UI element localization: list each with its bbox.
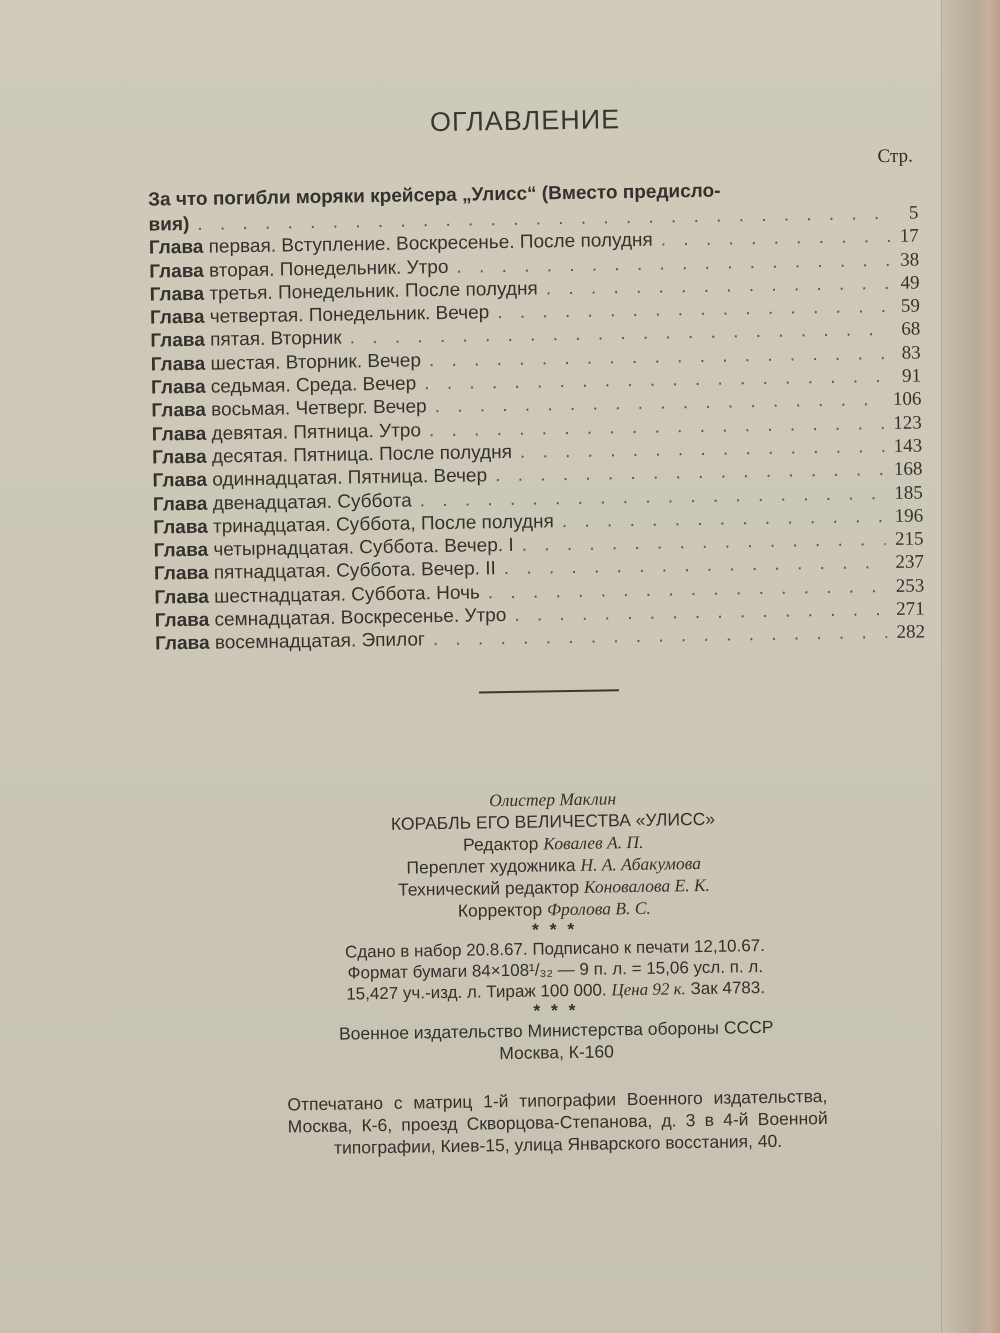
chapter-title: девятая. Пятница. Утро — [211, 419, 422, 445]
separator-stars-2: * * * — [533, 999, 579, 1021]
author-name: Олистер Маклин — [488, 788, 617, 811]
colophon — [282, 784, 828, 1159]
publisher-line2: Москва, К-160 — [499, 1041, 615, 1064]
order-number: Зак 4783. — [690, 977, 766, 999]
chapter-prefix: Глава — [154, 633, 210, 655]
chapter-page: 253 — [895, 575, 925, 597]
chapter-page: 185 — [894, 482, 923, 504]
chapter-prefix: Глава — [152, 493, 208, 516]
chapter-prefix: Глава — [153, 539, 209, 562]
chapter-title: одиннадцатая. Пятница. Вечер — [212, 465, 488, 491]
chapter-prefix: Глава — [150, 330, 205, 353]
chapter-prefix: Глава — [152, 469, 208, 492]
chapter-prefix: Глава — [153, 516, 208, 539]
chapter-page: 196 — [894, 505, 924, 527]
chapter-page: 59 — [900, 295, 921, 317]
tech-editor-label: Технический редактор — [397, 876, 580, 900]
chapter-page: 282 — [896, 621, 926, 644]
chapter-page: 143 — [893, 435, 923, 457]
publisher-line1: Военное издательство Министерства обороны СССР — [338, 1016, 774, 1044]
chapter-page: 38 — [900, 249, 920, 271]
chapter-title: седьмая. Среда. Вечер — [210, 373, 417, 398]
chapter-prefix: Глава — [154, 586, 210, 609]
book-title: КОРАБЛЬ ЕГО ВЕЛИЧЕСТВА «УЛИСС» — [390, 808, 716, 834]
chapter-title: четвертая. Понедельник. Вечер — [209, 302, 490, 328]
chapter-title: шестая. Вторник. Вечер — [210, 350, 422, 375]
chapter-page: 68 — [901, 318, 921, 341]
chapter-prefix: Глава — [149, 306, 205, 329]
table-of-contents — [148, 177, 925, 656]
chapter-prefix: Глава — [151, 423, 207, 446]
chapter-title: двенадцатая. Суббота — [212, 490, 412, 515]
imprint-details — [285, 934, 826, 1005]
chapter-title: семнадцатая. Воскресенье. Утро — [214, 605, 507, 631]
chapter-title: десятая. Пятница. После полудня — [211, 441, 513, 468]
chapter-prefix: Глава — [153, 563, 209, 585]
chapter-title: первая. Вступление. Воскресенье. После полудня — [208, 229, 653, 258]
chapter-page: 106 — [892, 388, 922, 411]
format-line: Формат бумаги 84×108¹/₃₂ — 9 п. л. = 15,06 усл. п. л. — [347, 957, 764, 983]
typeset-line: Сдано в набор 20.8.67. Подписано к печати 12,10.67. — [344, 935, 766, 962]
separator-stars: * * * — [531, 918, 578, 940]
preface-title-line2: вия) — [148, 213, 190, 236]
tech-editor-name: Коновалова Е. К. — [583, 874, 711, 897]
chapter-prefix: Глава — [152, 446, 207, 469]
chapter-prefix: Глава — [154, 609, 210, 632]
chapter-title: тринадцатая. Суббота, После полудня — [212, 511, 555, 538]
chapter-prefix: Глава — [149, 283, 205, 306]
run-info: 15,427 уч.-изд. л. Тираж 100 000. — [346, 980, 607, 1004]
chapter-page: 17 — [899, 225, 919, 248]
chapter-prefix: Глава — [149, 260, 204, 283]
chapter-page: 271 — [896, 598, 925, 620]
chapter-prefix: Глава — [148, 237, 204, 259]
chapter-title: пятая. Вторник — [209, 328, 342, 352]
editor-name: Ковалев А. П. — [543, 831, 644, 854]
price: Цена 92 к. — [611, 979, 686, 1000]
chapter-title: четырнадцатая. Суббота. Вечер. I — [213, 535, 514, 561]
chapter-page: 83 — [901, 342, 921, 364]
preface-title-line1: За что погибли моряки крейсера „Улисс“ (Вместо предисло- — [147, 180, 721, 211]
chapter-prefix: Глава — [151, 400, 207, 422]
chapter-title: вторая. Понедельник. Утро — [208, 256, 449, 282]
toc-entry-label — [150, 327, 342, 353]
toc-heading: ОГЛАВЛЕНИЕ — [429, 104, 621, 138]
chapter-page: 91 — [901, 365, 922, 387]
chapter-prefix: Глава — [150, 376, 206, 399]
toc-entry-label — [155, 629, 425, 657]
preface-page: 5 — [908, 202, 919, 224]
chapter-title: восемнадцатая. Эпилог — [214, 629, 426, 654]
chapter-page: 215 — [894, 528, 924, 551]
chapter-title: третья. Понедельник. После полудня — [209, 278, 538, 305]
chapter-title: восьмая. Четверг. Вечер — [211, 396, 427, 421]
printer-info: Отпечатано с матриц 1-й типографии Военного издательства, Москва, К-6, проезд Скворцова-Степанова, д. 3 в 4-й Военной типографии, Киев-15, улица Январского восстания, 40. — [287, 1086, 828, 1158]
divider-rule — [479, 689, 619, 693]
chapter-page: 49 — [900, 272, 920, 294]
proofreader-label: Корректор — [457, 899, 543, 921]
chapter-title: шестнадцатая. Суббота. Ночь — [213, 582, 481, 608]
binding-label: Переплет художника — [406, 854, 576, 878]
chapter-prefix: Глава — [150, 353, 206, 376]
chapter-list — [149, 225, 925, 656]
chapter-page: 123 — [893, 412, 922, 434]
editor-label: Редактор — [462, 833, 539, 855]
page-leaf-edge — [974, 0, 1000, 1333]
page-column-label: Стр. — [877, 145, 913, 168]
chapter-page: 168 — [893, 458, 923, 481]
chapter-page: 237 — [895, 551, 925, 574]
binding-name: Н. А. Абакумова — [580, 852, 702, 875]
page-content — [120, 0, 971, 1333]
proofreader-name: Фролова В. С. — [546, 897, 651, 920]
chapter-title: пятнадцатая. Суббота. Вечер. II — [213, 558, 496, 585]
